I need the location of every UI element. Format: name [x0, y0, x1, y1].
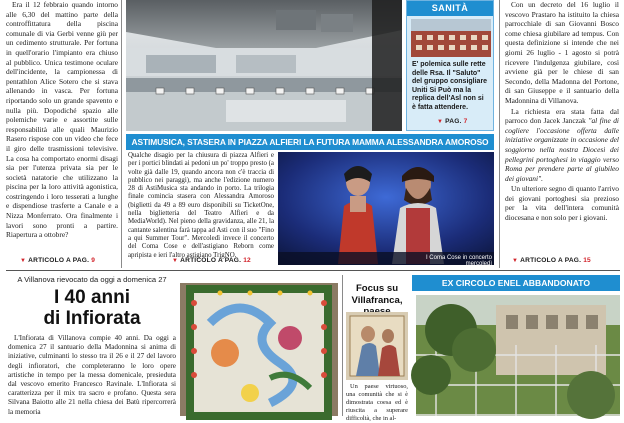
- sanita-box[interactable]: [406, 0, 494, 131]
- giubileo-article-ref[interactable]: ▼ ARTICOLO A PAG. 15: [512, 257, 591, 264]
- villafranca-text: Un paese virtuoso, una comunità che si è dimostrata coesa ed è riuscita a superare difficoltà, che in al-: [346, 383, 408, 422]
- fresco-image: [346, 312, 408, 380]
- hospital-building-image: [411, 19, 491, 57]
- infiorata-headline[interactable]: I 40 anni di Infiorata: [43, 287, 141, 329]
- enel-headline[interactable]: EX CIRCOLO ENEL ABBANDONATO: [412, 275, 620, 291]
- astimusica-text: Qualche disagio per la chiusura di piazza Alfieri e per i portici blindati ai pedoni un po' troppo presto (a volte già dalle 19, quando ancora non c'è traccia di pubblico nei paraggi), ma anche l'edizione numero 28 di AstiMusica sta andando in porto. La trilogia finale comincia stasera con Alessandra Amoroso (biglietti da 49 a 89 euro disponibili su TicketOne, nella biglietteria del Teatro Alfieri e da MediaWorld). Nel pieno della gravidanza, alle 21, la cantante salentina farà tappa ad Asti con il suo "Fino a qui Summer Tour". Mercoledì invece il concerto del Coma Cose e dell'astigiano Reborn come apripista e ieri l'altro astigiano TrigNO.: [128, 152, 274, 259]
- astimusica-headline[interactable]: ASTIMUSICA, STASERA IN PIAZZA ALFIERI LA FUTURA MAMMA ALESSANDRA AMOROSO: [126, 134, 494, 150]
- section-divider: [6, 270, 620, 271]
- abandoned-club-image: [416, 295, 620, 416]
- pool-article-text: Era il 12 febbraio quando intorno alle 6,30 del mattino parte della controffittatura della piscina comunale di via Gerbi venne giù per un cedimento strutturale. Per fortuna in quell'orario l'impianto era chiuso al pubblico. Unica testimone oculare dell'incidente, la campionessa di pentathlon Alice Sotero che si stava allenando in vasca. Per fortuna riportando solo un grande spavento e nulla più. Dopodiché spazio alle polemiche varie e assortite sulle responsabilità alle quali Maurizio Rasero rispose con un video che fece il giro delle trasmissioni televisive. La cosa ha comportato enormi disagi sia per l'utenza privata sia per le società natatorie che utilizzano la piscina per la loro attività agonistica, costringendo i loro tesserati a lunghe e dispendiose trasferte a Canale e a Nizza Monferrato. Ora finalmente i lavori sono pronti a partire. Riapertura a ottobre?: [6, 0, 118, 240]
- astimusica-ref[interactable]: ▼ ARTICOLO A PAG. 12: [172, 257, 251, 264]
- concert-photo: [278, 152, 494, 265]
- giubileo-article-text: Con un decreto del 16 luglio il vescovo Prastaro ha istituito la chiesa parrocchiale di san Giovanni Bosco come chiesa giubilare ad tempus. Con questa definizione si intende che nei giorni 26 luglio - 1 agosto si potrà ricevere l'indulgenza giubilare, così avviene già per le chiese di san Secondo, della Madonna del Portone, di san Giuseppe e il santuario della Madonnina di Villanova. La richiesta era stata fatta dal parroco don Jacek Janczak "al fine di cogliere l'occasione offerta dalle iniziative organizzate in occasione del soggiorno nella nostra Diocesi dei pellegrini portoghesi in viaggio verso Roma per prendere parte al giubileo dei giovani". Un ulteriore segno di quanto l'arrivo dei giovani portoghesi sia prezioso per la vita dell'intera comunità diocesana e non solo per i giovani.: [505, 0, 619, 223]
- infiorata-kicker: A Villanova rievocato da oggi a domenica 27: [17, 275, 167, 284]
- infiorata-photo: [180, 283, 338, 416]
- concert-photo-caption: I Coma Cose in concerto mercoledì: [425, 255, 492, 267]
- pool-interior-image: [126, 0, 402, 131]
- sanita-title: SANITÀ: [407, 1, 493, 16]
- sanita-ref[interactable]: ▼ PAG. 7: [437, 118, 468, 125]
- enel-photo: [416, 295, 620, 416]
- column-divider: [121, 0, 122, 268]
- pool-photo: [126, 0, 402, 131]
- column-divider: [342, 275, 343, 416]
- coma-cose-concert-image: [278, 152, 494, 265]
- infiorata-text: L'Infiorata di Villanova compie 40 anni. Da oggi a domenica 27 il santuario della Madonnina si anima di iniziative, culminanti lo stesso tra il 26 e il 27 del lavoro degli infioratori, che completeranno le loro opere artistiche in tempo per la messa domenicale, presieduta dal vescovo emerito Francesco Ravinale. L'Infiorata si caratterizza per il mix tra sacro e profano. Questa sera Silvana Baiotto alle 21 nella chiesa dei Batù ripercorrerà la memoria: [8, 334, 176, 416]
- sanita-text: E' polemica sulle rette delle Rsa. Il "Saluto" del gruppo consigliare Uniti Si Può ma la replica dell'Asl non si è fatta attendere.: [412, 61, 488, 111]
- villafranca-photo: [346, 312, 408, 380]
- flower-carpet-image: [180, 283, 338, 416]
- pool-article-ref[interactable]: ▼ ARTICOLO A PAG. 9: [20, 257, 96, 264]
- sanita-photo: [411, 19, 489, 57]
- column-divider: [499, 0, 500, 268]
- villafranca-headline[interactable]: Focus su Villafranca,: [351, 283, 403, 306]
